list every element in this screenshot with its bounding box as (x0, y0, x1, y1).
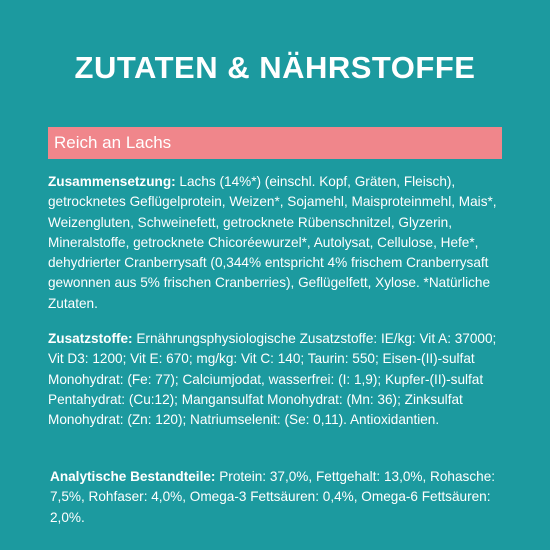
additives-paragraph (48, 329, 508, 430)
composition-heading: Zusammensetzung: (48, 174, 176, 189)
page-title: ZUTATEN & NÄHRSTOFFE (74, 50, 476, 85)
section-header-bar (48, 127, 502, 159)
analytic-heading: Analytische Bestandteile: (50, 469, 216, 484)
analytic-text: Protein: 37,0%, Fettgehalt: 13,0%, Rohasche: 7,5%, Rohfaser: 4,0%, Omega-3 Fettsäuren: 0,4%, Omega-6 Fettsäuren: 2,0%. (50, 469, 496, 525)
section-header-label: Reich an Lachs (54, 133, 172, 152)
analytic-paragraph (50, 467, 510, 528)
composition-text: Lachs (14%*) (einschl. Kopf, Gräten, Fleisch), getrocknetes Geflügelprotein, Weizen*, Sojamehl, Maisproteinmehl, Mais*, Weizengluten, Schweinefett, getrocknete Rübenschnitzel, Glyzerin, Mineralstoffe, getrocknete Chicoréewurzel*, Autolysat, Cellulose, Hefe*, dehydrierter Cranberrysaft (0,344% entspricht 4% frischem Cranberrysaft gewonnen aus 5% frischen Cranberries), Geflügelfett, Xylose. *Natürliche Zutaten. (48, 174, 497, 311)
composition-paragraph (48, 172, 508, 314)
additives-heading: Zusatzstoffe: (48, 331, 133, 346)
additives-text: Ernährungsphysiologische Zusatzstoffe: IE/kg: Vit A: 37000; Vit D3: 1200; Vit E: 670; mg/kg: Vit C: 140; Taurin: 550; Eisen-(II)-sulfat Monohydrat: (Fe: 77); Calciumjodat, wasserfrei: (I: 1,9); Kupfer-(II)-sulfat Pentahydrat: (Cu:12); Mangansulfat Monohydrat: (Mn: 36); Zinksulfat Monohydrat: (Zn: 120); Natriumselenit: (Se: 0,11). Antioxidantien. (48, 331, 497, 428)
